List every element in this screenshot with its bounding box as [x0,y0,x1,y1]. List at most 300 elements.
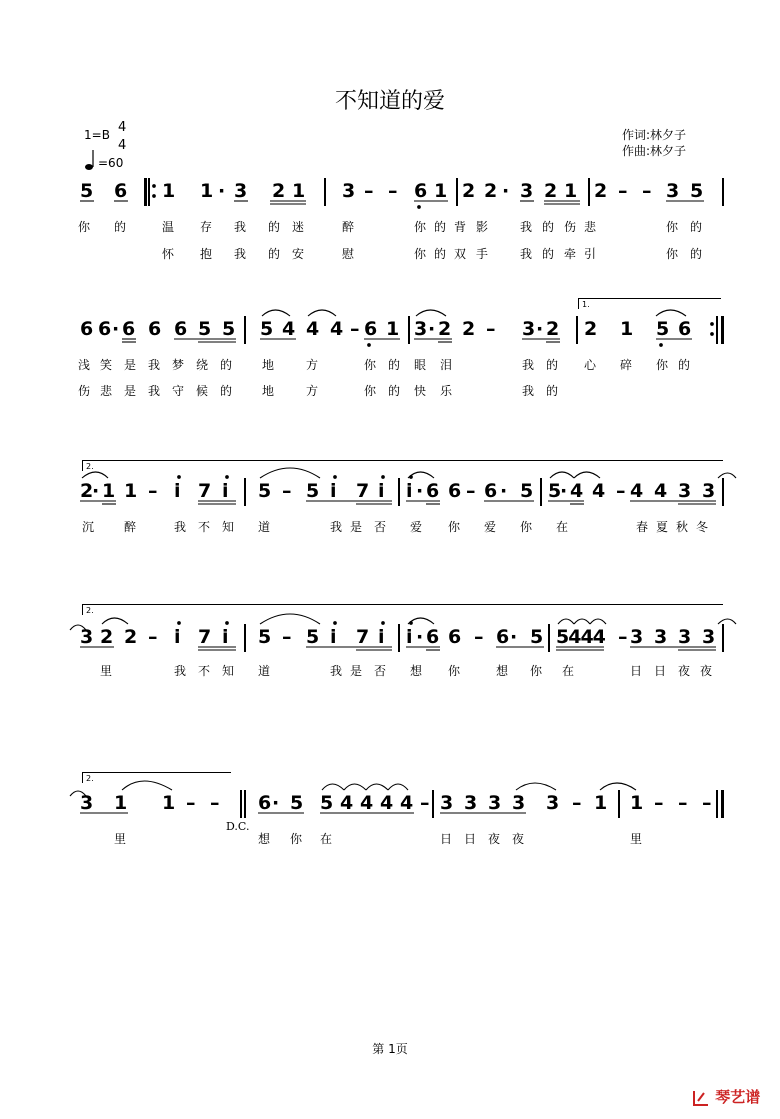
dot: · [272,792,280,814]
barline [398,624,400,652]
note: 1 [434,180,448,202]
note: 7 [356,626,370,648]
note: i [174,626,181,648]
lyric: 伤 [564,220,577,234]
note: i [330,480,337,502]
lyric: 是 [124,384,137,398]
lyric: 是 [350,520,363,534]
lyric: 的 [268,247,281,261]
dash: – [282,480,292,502]
lyric: 的 [690,220,703,234]
note: i [378,480,385,502]
note: 1 [114,792,128,814]
note: 3 [414,318,428,340]
lyric: 眼 [414,358,427,372]
lyric: 温 [162,220,175,234]
high-dot [178,476,181,479]
note: 5 [530,626,544,648]
slur [388,784,408,790]
dash: – [654,792,664,814]
lyric: 碎 [620,358,633,372]
note: 6 [98,318,112,340]
note: 1 [162,180,176,202]
note: 1 [124,480,138,502]
note: 3 [546,792,560,814]
dash: – [486,318,496,340]
note: 1 [162,792,176,814]
slur [574,472,600,478]
lyric: 日 [464,832,477,846]
slur [550,472,574,478]
dot: · [536,318,544,340]
note: 2 [594,180,608,202]
note: 2 [546,318,560,340]
lyric: 在 [556,520,569,534]
lyric: 我 [330,664,343,678]
lyric: 伤 [78,384,91,398]
dash: – [618,180,628,202]
lyric: 里 [630,832,643,846]
dash: – [210,792,220,814]
barline [540,478,542,506]
lyric: 爱 [410,520,423,534]
barline [244,478,246,506]
note: 3 [522,318,536,340]
lyric: 浅 [78,358,91,372]
high-dot [334,622,337,625]
slur [82,472,108,478]
note: 4 [380,792,394,814]
lyric: 否 [374,520,387,534]
dash: – [616,480,626,502]
barline [588,178,590,206]
key-signature: 1=B [84,128,110,142]
note: 4 [400,792,414,814]
dash: – [702,792,712,814]
dash: – [186,792,196,814]
note: 2 [584,318,598,340]
dash: – [350,318,360,340]
barline [244,790,246,818]
barline [148,178,150,206]
lyric: 快 [414,384,427,398]
lyric: 笑 [100,358,113,372]
note: 7 [356,480,370,502]
note: 4 [630,480,644,502]
slur [416,310,446,316]
lyric: 的 [268,220,281,234]
lyric: 存 [200,220,213,234]
lyric: 你 [520,520,533,534]
dot: · [416,480,424,502]
lyric: 想 [258,832,271,846]
note: 3 [702,626,716,648]
note: 5 [222,318,236,340]
lyric: 的 [434,220,447,234]
lyric: 否 [374,664,387,678]
repeat-dot [153,185,156,188]
lyric: 沉 [82,520,95,534]
lyric: 想 [410,664,423,678]
high-dot [226,476,229,479]
note: 7 [198,626,212,648]
lyric: 你 [290,832,303,846]
lyric: 方 [306,358,319,372]
lyric: 的 [388,358,401,372]
dot: · [112,318,120,340]
note: 4 [592,480,606,502]
lyric: 牵 [564,247,577,261]
lyric: 你 [448,520,461,534]
lyric: 你 [448,664,461,678]
page-number: 第 1页 [372,1042,408,1056]
note: 6 [258,792,272,814]
lyric: 慰 [342,247,355,261]
note: 6 [174,318,188,340]
lyric: 你 [666,247,679,261]
note: 2 [462,318,476,340]
repeat-end-barline [721,316,724,344]
volta-bracket-2 [82,460,723,471]
barline [716,316,718,344]
slur [574,619,590,624]
lyric: 安 [292,247,305,261]
lyric: 我 [522,358,535,372]
dot: · [502,180,510,202]
lyric: 我 [174,520,187,534]
lyricist-credit: 作词:林夕子 [622,128,687,142]
composer-credit: 作曲:林夕子 [622,144,687,158]
brand-logo [692,1086,760,1107]
dc-mark: D.C. [226,820,250,833]
lyric: 的 [542,247,555,261]
lyric: 日 [440,832,453,846]
lyric: 你 [656,358,669,372]
slur [600,783,636,790]
dash: – [678,792,688,814]
dash: – [364,180,374,202]
note: 5 [290,792,304,814]
lyric: 你 [530,664,543,678]
dash: – [466,480,476,502]
slur [260,614,320,624]
note: i [378,626,385,648]
lyric: 地 [262,384,275,398]
note: 2 [80,480,94,502]
dot: · [428,318,436,340]
note: 6 [496,626,510,648]
lyric: 醉 [342,220,355,234]
barline [618,790,620,818]
lyric: 悲 [584,220,597,234]
dot: · [500,480,508,502]
note: 4 [340,792,354,814]
lyric: 的 [220,384,233,398]
barline [408,316,410,344]
lyric: 爱 [484,520,497,534]
lyric: 的 [690,247,703,261]
volta-bracket-1 [578,298,721,309]
high-dot [410,476,413,479]
lyric: 你 [666,220,679,234]
note: 3 [666,180,680,202]
note: 6 [678,318,692,340]
lyric: 双 [454,247,467,261]
lyric: 你 [414,247,427,261]
repeat-dot [711,323,714,326]
note: 6 [364,318,378,340]
lyric: 的 [546,384,559,398]
volta-label: 1. [582,300,590,309]
lyric: 不 [198,664,211,678]
lyric: 你 [414,220,427,234]
lyric: 我 [520,220,533,234]
lyric: 夜 [678,664,691,678]
lyric: 的 [114,220,127,234]
lyric: 的 [678,358,691,372]
lyric: 乐 [440,384,453,398]
lyric: 地 [262,358,275,372]
slur [408,472,434,478]
note: 3 [654,626,668,648]
note: i [406,480,413,502]
repeat-dot [153,195,156,198]
tempo-note-icon [84,148,98,175]
note: 4 [570,480,584,502]
lyric: 心 [584,358,597,372]
lyric: 抱 [200,247,213,261]
lyric: 我 [522,384,535,398]
low-dot [418,206,421,209]
slur [408,618,434,624]
barline [240,790,242,818]
note: 2 [272,180,286,202]
low-dot [660,344,663,347]
slur [718,473,736,478]
lyric: 夜 [512,832,525,846]
lyric: 在 [320,832,333,846]
dash: – [618,626,628,648]
repeat-barline [144,178,147,206]
slur [366,784,388,790]
slur [558,619,574,624]
lyric: 悲 [100,384,113,398]
slur [590,619,606,624]
lyric: 手 [476,247,489,261]
lyric: 想 [496,664,509,678]
lyric: 日 [630,664,643,678]
lyric: 在 [562,664,575,678]
note: 1 [620,318,634,340]
high-dot [226,622,229,625]
note: 3 [80,626,94,648]
slur [344,784,366,790]
brand-icon [692,1089,710,1107]
time-signature-bottom: 4 [118,138,127,153]
lyric: 迷 [292,220,305,234]
lyric: 泪 [440,358,453,372]
dash: – [148,480,158,502]
dot: · [416,626,424,648]
volta-bracket-2 [82,604,723,615]
note: i [174,480,181,502]
note: 3 [80,792,94,814]
barline [716,790,718,818]
note: 5 [260,318,274,340]
note: 2 [438,318,452,340]
note: 2 [100,626,114,648]
slur [656,310,686,316]
note: i [330,626,337,648]
note: i [406,626,413,648]
lyric: 夏 [656,520,669,534]
lyric: 你 [364,384,377,398]
note: 6 [122,318,136,340]
lyric: 我 [234,247,247,261]
note: 5 [320,792,334,814]
note: 5 [520,480,534,502]
note: 2 [462,180,476,202]
lyric: 里 [100,664,113,678]
note: 3 [512,792,526,814]
note: 3 [520,180,534,202]
barline [324,178,326,206]
note: 2 [124,626,138,648]
note: 4 [330,318,344,340]
lyric: 怀 [162,247,175,261]
note: 6 [426,480,440,502]
note: 5 [306,480,320,502]
lyric: 是 [350,664,363,678]
barline [456,178,458,206]
tempo-marking: =60 [98,156,124,170]
volta-label: 2. [86,606,94,615]
volta-bracket-2 [82,772,231,783]
volta-label: 2. [86,774,94,783]
slur [516,783,556,790]
note: i [222,480,229,502]
volta-label: 2. [86,462,94,471]
dash: – [572,792,582,814]
lyric: 夜 [488,832,501,846]
high-dot [334,476,337,479]
barline [722,624,724,652]
slur [262,310,290,316]
lyric: 的 [546,358,559,372]
note: 7 [198,480,212,502]
note: 6 [148,318,162,340]
note: 1 [102,480,116,502]
lyric: 秋 [676,520,689,534]
note: 4 [360,792,374,814]
note: 1 [200,180,214,202]
lyric: 我 [148,358,161,372]
lyric: 梦 [172,358,185,372]
barline [244,316,246,344]
barline [398,478,400,506]
lyric: 日 [654,664,667,678]
lyric: 的 [434,247,447,261]
lyric: 知 [222,664,235,678]
lyric: 是 [124,358,137,372]
lyric: 夜 [700,664,713,678]
dash: – [148,626,158,648]
lyric: 道 [258,520,271,534]
lyric: 道 [258,664,271,678]
slur [308,310,336,316]
dot: · [560,480,568,502]
note: 5 [258,626,272,648]
note: 5 [306,626,320,648]
lyric: 的 [388,384,401,398]
note: 1 [386,318,400,340]
note: 3 [464,792,478,814]
note: 3 [702,480,716,502]
note: 4 [306,318,320,340]
barline [722,178,724,206]
slur [102,618,128,624]
time-signature-top: 4 [118,120,127,135]
low-dot [368,344,371,347]
note: 1 [594,792,608,814]
dash: – [388,180,398,202]
note: 6 [80,318,94,340]
note: 3 [630,626,644,648]
lyric: 守 [172,384,185,398]
lyric: 我 [148,384,161,398]
lyric: 绕 [196,358,209,372]
note: 1 [292,180,306,202]
note: 6 [448,480,462,502]
song-title: 不知道的爱 [334,89,445,114]
note: 1 [564,180,578,202]
barline [244,624,246,652]
barline [576,316,578,344]
lyric: 知 [222,520,235,534]
dot: · [510,626,518,648]
lyric: 背 [454,220,467,234]
lyric: 影 [476,220,489,234]
lyric: 候 [196,384,209,398]
lyric: 我 [234,220,247,234]
dash: – [282,626,292,648]
note: 3 [342,180,356,202]
note: 6 [448,626,462,648]
note: 5 [198,318,212,340]
barline [722,478,724,506]
note: 6 [114,180,128,202]
brand-name: 琴艺谱 [715,1088,761,1106]
dash: – [474,626,484,648]
barline [548,624,550,652]
note-group: 5444 [556,626,605,648]
lyric: 冬 [696,520,709,534]
barline [432,790,434,818]
high-dot [382,622,385,625]
lyric: 春 [636,520,649,534]
lyric: 方 [306,384,319,398]
note: 3 [678,626,692,648]
note: 6 [414,180,428,202]
high-dot [382,476,385,479]
note: 5 [656,318,670,340]
note: 3 [234,180,248,202]
lyric: 里 [114,832,127,846]
note: 4 [654,480,668,502]
note: 1 [630,792,644,814]
lyric: 不 [198,520,211,534]
note: 5 [258,480,272,502]
